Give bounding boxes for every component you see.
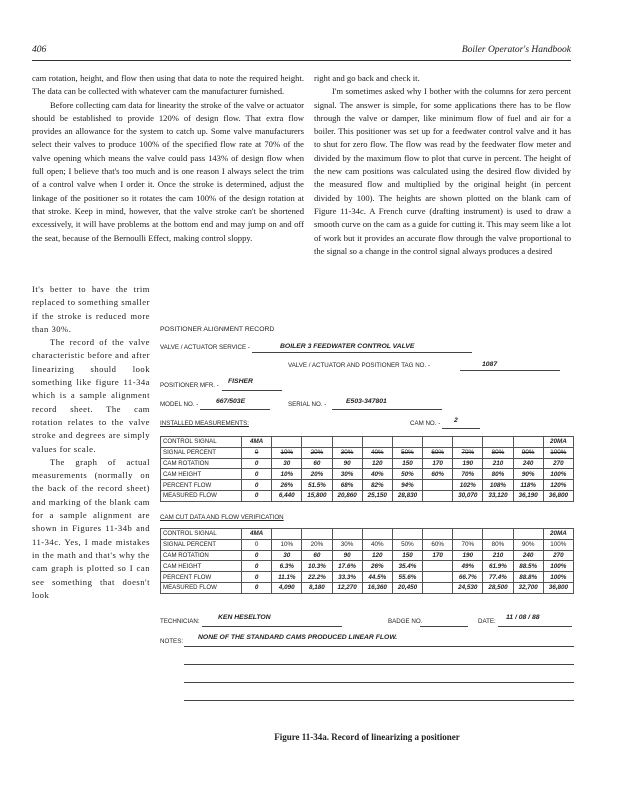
table-cell [453,437,483,448]
table-cell: 8,180 [302,582,332,593]
table-row [161,447,574,458]
table-cell [423,490,453,501]
table-cell: 4MA [242,529,272,540]
table-cell [362,529,392,540]
book-title: Boiler Operator's Handbook [461,45,571,55]
row-label: CONTROL SIGNAL [161,437,242,448]
table-cell [302,437,332,448]
table-cell: 26% [362,561,392,572]
table-cell: 90% [513,539,543,550]
notes-label: NOTES: [160,638,184,645]
table-cell: 0 [242,582,272,593]
table-cell: 190 [453,458,483,469]
table-cell: 210 [483,458,513,469]
table-cell: 102% [453,480,483,491]
table-cell: 55.6% [392,572,422,583]
table-cell: 10% [272,447,302,458]
table-cell: 36,800 [543,582,573,593]
table-row [161,529,574,540]
table-row [161,582,574,593]
table-cell: 94% [392,480,422,491]
table-cell: 30,070 [453,490,483,501]
valve-service-value: BOILER 3 FEEDWATER CONTROL VALVE [280,343,415,350]
table-row [161,469,574,480]
serial-number-label: SERIAL NO. - [288,401,327,408]
row-label: PERCENT FLOW [161,480,242,491]
row-label: SIGNAL PERCENT [161,539,242,550]
paragraph: I'm sometimes asked why I bother with the columns for zero percent signal. The answer is simple, for some applications there has to be flow through the valve or damper, like minimum flow of fuel and air for a boiler. This positioner was set up for a feedwater control valve and it has to shut for zero flow. The flow was read by the feedwater flow meter and divided by the maximum flow to plot that curve in percent. The height of the new cam positions was calculated using the desired flow divided by the measured flow and multiplied by the original height (in percent divided by 100). The heights are shown plotted on the blank cam of Figure 11-34c. A French curve (drafting instrument) is used to draw a smooth curve on the cam as a guide for cutting it. This may seem like a lot of work but it provides an accurate flow through the valve proportional to the signal so a change in the control signal always produces a desired [314,86,571,256]
table-cell: 11.1% [272,572,302,583]
table-row [161,572,574,583]
table-cell: 28,500 [483,582,513,593]
table-cell: 32,700 [513,582,543,593]
table-cell [483,437,513,448]
table-cell [332,437,362,448]
underline [200,409,270,410]
table-cell: 20MA [543,529,573,540]
table-cell [423,529,453,540]
technician-label: TECHNICIAN: [160,618,200,625]
table-cell [272,529,302,540]
table-cell: 90% [513,469,543,480]
table-cell: 25,150 [362,490,392,501]
table-cell: 40% [362,539,392,550]
table-cell: 60% [423,539,453,550]
table-cell: 120 [362,550,392,561]
notes-line [184,664,574,665]
underline [222,390,282,391]
installed-measurements-heading: INSTALLED MEASUREMENTS: [160,420,249,427]
row-label: SIGNAL PERCENT [161,447,242,458]
row-label: CAM ROTATION [161,550,242,561]
table-cell: 100% [543,469,573,480]
table-cell: 50% [392,447,422,458]
table-cell: 270 [543,458,573,469]
table-cell: 100% [543,561,573,572]
positioner-mfr-label: POSITIONER MFR. - [160,382,219,389]
underline [498,626,572,627]
table-cell: 10% [272,469,302,480]
table-cell: 150 [392,458,422,469]
table-cell: 0 [242,550,272,561]
table-cell [272,437,302,448]
paragraph: The record of the valve characteristic before and after linearizing should look something like figure 11-34a which is a sample alignment record sheet. The cam rotation relates to the valve stroke and degrees are simply values for scale. [32,337,150,454]
table-cell: 100% [543,572,573,583]
table-cell: 120% [543,480,573,491]
table-cell: 66.7% [453,572,483,583]
table-cell: 100% [543,447,573,458]
table-cell: 30% [332,539,362,550]
table-cell: 100% [543,539,573,550]
page-number: 406 [32,45,47,55]
narrow-column [32,283,150,602]
table-cell [513,437,543,448]
table-cell: 20,450 [392,582,422,593]
cam-number-label: CAM NO. - [410,420,441,427]
table-cell: 170 [423,458,453,469]
technician-value: KEN HESELTON [218,614,271,621]
table-cell: 12,270 [332,582,362,593]
table-cell [302,529,332,540]
table-cell: 40% [362,447,392,458]
date-label: DATE: [478,618,496,625]
table-cell: 6,440 [272,490,302,501]
serial-number-value: E503-347801 [346,398,387,405]
table-cell: 70% [453,447,483,458]
tag-number-value: 1087 [482,361,498,368]
table-cell: 20% [302,447,332,458]
table-cell: 60% [423,447,453,458]
paragraph: Before collecting cam data for linearity the stroke of the valve or actuator should be established to provide 120% of design flow. That extra flow provides an allowance for the system to catch up. Some valve manufacturers select their valves to produce 100% of the specified flow rate at 70% of the valve opening which means the valve could pass 143% of design flow when full open; I believe that's too much and is one reason I always select the trim of a control valve when I order it. Once the stroke is determined, adjust the linkage of the positioner so it rotates the cam 100% of the design rotation at that stroke. Keep in mind, however, that the valve stroke can't be shortened excessively, it will have problems at the bottom end and may jump on and off the seat, because of the Bernoulli Effect, making control sloppy. [32,99,304,243]
table-cell: 0 [242,490,272,501]
table-cell: 20% [302,469,332,480]
row-label: CAM ROTATION [161,458,242,469]
table-cell: 0 [242,480,272,491]
row-label: MEASURED FLOW [161,490,242,501]
table-cell: 36,800 [543,490,573,501]
table-cell [392,529,422,540]
table-cell: 240 [513,458,543,469]
table-cell: 15,800 [302,490,332,501]
table-cell [332,529,362,540]
table-row [161,550,574,561]
table-cell [513,529,543,540]
cam-cut-data-table [160,528,574,594]
table-row [161,490,574,501]
positioner-mfr-value: FISHER [228,378,253,385]
table-cell: 30% [332,469,362,480]
underline [184,646,574,647]
row-label: CONTROL SIGNAL [161,529,242,540]
table-cell: 24,530 [453,582,483,593]
table-cell: 68% [332,480,362,491]
table-cell: 88.5% [513,561,543,572]
row-label: CAM HEIGHT [161,561,242,572]
badge-number-label: BADGE NO. [388,618,423,625]
table-cell [362,437,392,448]
table-cell: 36,190 [513,490,543,501]
model-number-value: 667/503E [216,398,246,405]
table-cell: 80% [483,447,513,458]
table-row [161,480,574,491]
paragraph: right and go back and check it. [314,73,420,83]
table-cell: 10% [272,539,302,550]
cam-number-value: 2 [454,417,458,424]
table-cell: 0 [242,447,272,458]
figure-caption: Figure 11-34a. Record of linearizing a positioner [274,732,460,742]
underline [332,409,442,410]
table-cell: 118% [513,480,543,491]
table-row [161,561,574,572]
running-header [32,44,571,61]
table-cell: 4,090 [272,582,302,593]
table-cell: 20% [302,539,332,550]
cam-cut-heading: CAM CUT DATA AND FLOW VERIFICATION [160,514,284,521]
table-cell: 49% [453,561,483,572]
table-cell: 170 [423,550,453,561]
table-cell: 77.4% [483,572,513,583]
row-label: CAM HEIGHT [161,469,242,480]
table-cell: 6.3% [272,561,302,572]
notes-line [184,700,574,701]
table-cell: 44.5% [362,572,392,583]
table-cell: 80% [483,469,513,480]
table-cell [392,437,422,448]
underline [442,428,480,429]
table-cell: 240 [513,550,543,561]
table-cell: 30 [272,458,302,469]
table-cell [423,582,453,593]
table-cell: 120 [362,458,392,469]
table-cell: 20MA [543,437,573,448]
table-cell: 33.3% [332,572,362,583]
table-cell: 61.9% [483,561,513,572]
row-label: MEASURED FLOW [161,582,242,593]
row-label: PERCENT FLOW [161,572,242,583]
form-title: POSITIONER ALIGNMENT RECORD [160,326,275,333]
table-row [161,437,574,448]
date-value: 11 / 08 / 88 [506,614,540,621]
installed-measurements-table [160,436,574,502]
table-cell: 4MA [242,437,272,448]
underline [460,370,560,371]
positioner-alignment-record-form [160,326,574,742]
right-column [314,72,571,258]
table-cell: 108% [483,480,513,491]
table-cell: 190 [453,550,483,561]
table-cell: 60 [302,550,332,561]
underline [202,626,342,627]
table-cell [423,437,453,448]
table-cell [423,561,453,572]
table-cell: 270 [543,550,573,561]
table-cell: 10.3% [302,561,332,572]
table-cell: 70% [453,539,483,550]
table-cell: 0 [242,469,272,480]
table-cell: 40% [362,469,392,480]
table-cell: 26% [272,480,302,491]
table-cell [483,529,513,540]
table-cell: 210 [483,550,513,561]
valve-service-label: VALVE / ACTUATOR SERVICE - [160,344,250,351]
table-cell: 0 [242,561,272,572]
paragraph: cam rotation, height, and flow then using that data to note the required height. The data can be collected with whatever cam the manufacturer furnished. [32,73,304,97]
notes-line [184,682,574,683]
table-cell: 150 [392,550,422,561]
paragraph: It's better to have the trim replaced to something smaller if the stroke is reduced more than 30%. [32,284,150,334]
table-row [161,458,574,469]
table-cell: 0 [242,572,272,583]
model-number-label: MODEL NO. - [160,401,199,408]
table-cell: 30 [272,550,302,561]
table-cell: 50% [392,539,422,550]
table-cell: 33,120 [483,490,513,501]
underline [420,626,468,627]
paragraph: The graph of actual measurements (normally on the back of the record sheet) and marking of the blank cam for a sample alignment are shown in Figures 11-34b and 11-34c. Yes, I made mistakes in the math and that's why the cam graph is plotted so I can see something that doesn't look [32,456,150,600]
table-cell: 90 [332,458,362,469]
tag-number-label: VALVE / ACTUATOR AND POSITIONER TAG NO. - [288,362,430,369]
table-cell: 35.4% [392,561,422,572]
table-cell: 28,830 [392,490,422,501]
table-cell: 70% [453,469,483,480]
table-cell: 88.8% [513,572,543,583]
table-cell [423,572,453,583]
table-cell: 80% [483,539,513,550]
table-cell: 30% [332,447,362,458]
table-cell [423,480,453,491]
table-cell: 0 [242,539,272,550]
table-cell: 22.2% [302,572,332,583]
left-column [32,72,304,245]
table-cell [453,529,483,540]
table-cell: 90% [513,447,543,458]
table-cell: 51.5% [302,480,332,491]
table-cell: 50% [392,469,422,480]
table-cell: 60% [423,469,453,480]
table-cell: 17.6% [332,561,362,572]
table-cell: 20,860 [332,490,362,501]
table-cell: 16,360 [362,582,392,593]
underline [252,352,472,353]
notes-value: NONE OF THE STANDARD CAMS PRODUCED LINEAR FLOW. [198,634,398,641]
table-cell: 90 [332,550,362,561]
table-cell: 0 [242,458,272,469]
table-cell: 60 [302,458,332,469]
table-cell: 82% [362,480,392,491]
table-row [161,539,574,550]
